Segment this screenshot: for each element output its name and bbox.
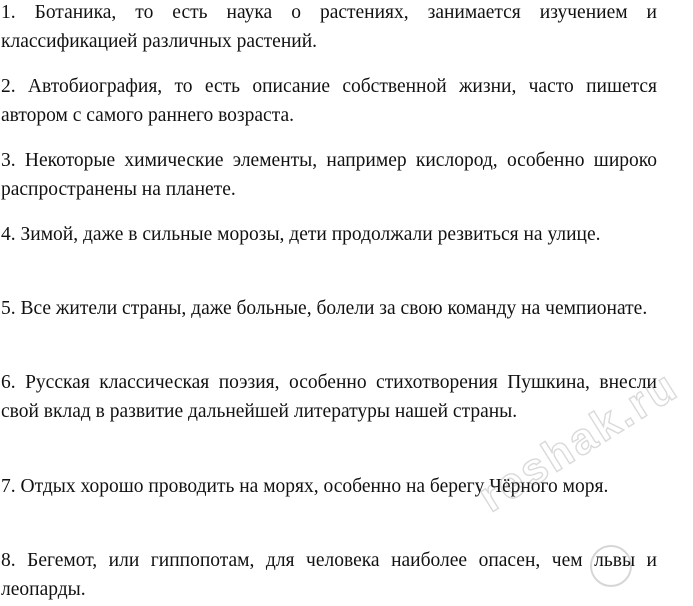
watermark-text: reshak.ru bbox=[470, 360, 687, 522]
sentence-1: 1. Ботаника, то есть наука о растениях, занимается изучением и классификацией различных растений. bbox=[1, 2, 657, 52]
sentence-4: 4. Зимой, даже в сильные морозы, дети продолжали резвиться на улице. bbox=[1, 224, 601, 245]
sentence-2: 2. Автобиография, то есть описание собственной жизни, часто пишется автором с самого раннего возраста. bbox=[1, 76, 657, 126]
sentence-3: 3. Некоторые химические элементы, например кислород, особенно широко распространены на планете. bbox=[1, 150, 657, 200]
sentence-6: 6. Русская классическая поэзия, особенно стихотворения Пушкина, внесли свой вклад в развитие дальнейшей литературы нашей страны. bbox=[1, 372, 657, 422]
sentence-7: 7. Отдых хорошо проводить на морях, особенно на берегу Чёрного моря. bbox=[1, 476, 609, 497]
sentence-5: 5. Все жители страны, даже больные, болели за свою команду на чемпионате. bbox=[1, 298, 648, 319]
sentence-8: 8. Бегемот, или гиппопотам, для человека наиболее опасен, чем львы и леопарды. bbox=[1, 550, 657, 600]
